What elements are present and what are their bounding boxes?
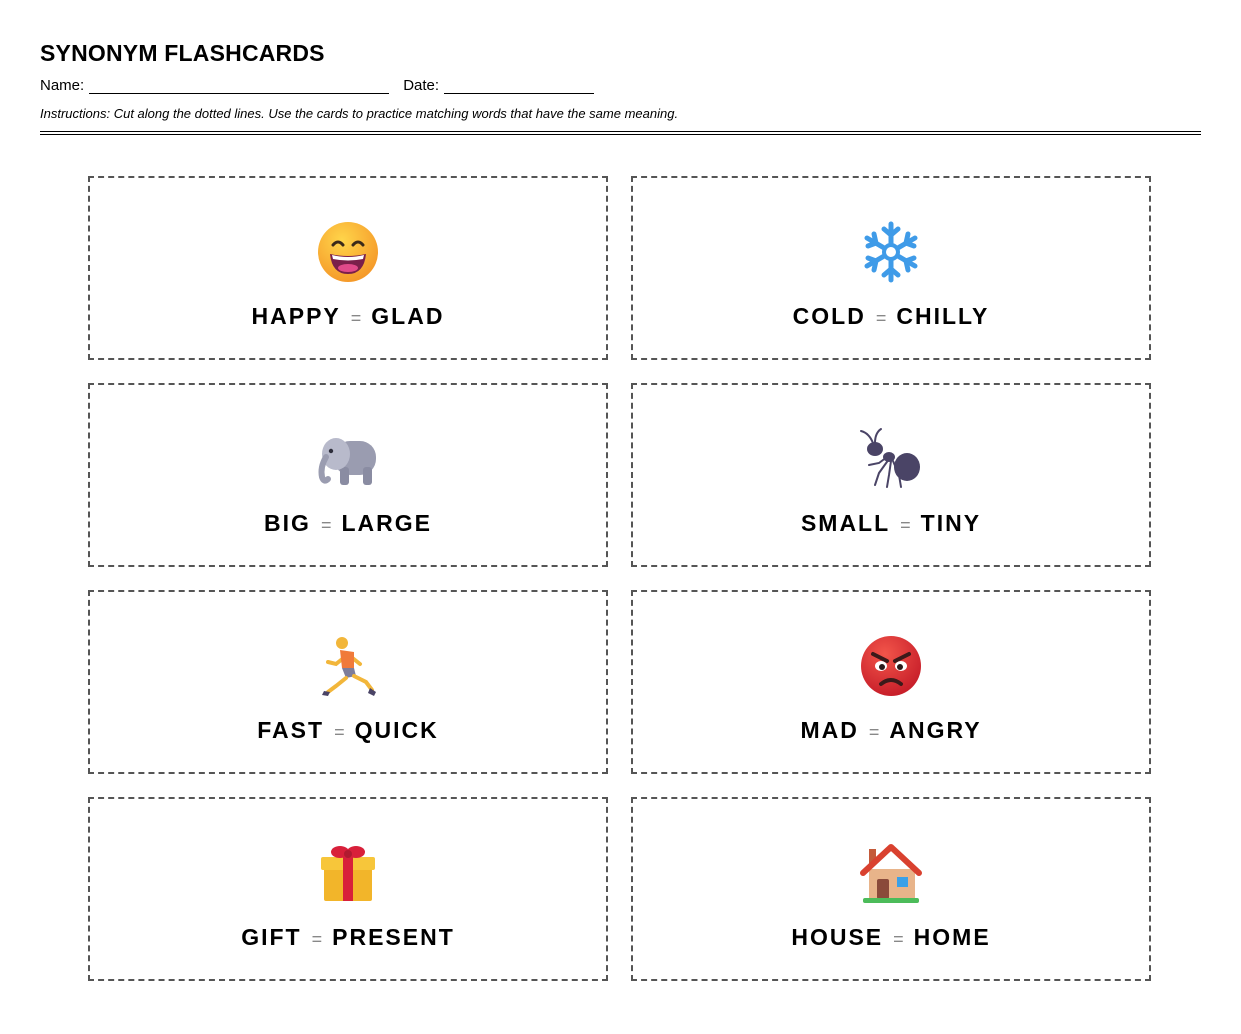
flashcard-house[interactable]: [631, 797, 1151, 981]
instructions-text: Instructions: Cut along the dotted lines. Use the cards to practice matching words that have the same meaning.: [40, 106, 679, 121]
house-icon: [633, 841, 1149, 905]
card-synonym: PRESENT: [332, 924, 455, 950]
angry-face-icon: [633, 634, 1149, 698]
card-word: HAPPY: [251, 303, 341, 329]
date-label: Date:: [403, 77, 440, 94]
card-word: MAD: [800, 717, 859, 743]
equals-sign: =: [334, 722, 345, 742]
name-date-fields: [40, 77, 594, 94]
card-text: [90, 510, 606, 537]
card-synonym: TINY: [920, 510, 982, 536]
page-title: SYNONYM FLASHCARDS: [40, 40, 325, 66]
date-blank-line: [444, 79, 594, 94]
flashcard-mad[interactable]: [631, 590, 1151, 774]
card-synonym: GLAD: [371, 303, 445, 329]
flashcard-cold[interactable]: [631, 176, 1151, 360]
card-word: GIFT: [241, 924, 302, 950]
card-text: [90, 924, 606, 951]
elephant-icon: [90, 427, 606, 491]
flashcard-small[interactable]: [631, 383, 1151, 567]
card-word: COLD: [792, 303, 866, 329]
snowflake-icon: [633, 220, 1149, 284]
equals-sign: =: [311, 929, 323, 949]
equals-sign: =: [893, 929, 904, 949]
header-double-rule: [40, 131, 1201, 135]
card-word: FAST: [257, 717, 325, 743]
card-text: [633, 510, 1149, 537]
equals-sign: =: [868, 722, 880, 742]
equals-sign: =: [900, 515, 911, 535]
flashcard-gift[interactable]: [88, 797, 608, 981]
name-label: Name:: [40, 77, 85, 94]
equals-sign: =: [320, 515, 332, 535]
card-word: SMALL: [800, 510, 891, 536]
card-synonym: HOME: [913, 924, 991, 950]
card-text: [633, 924, 1149, 951]
card-synonym: QUICK: [354, 717, 439, 743]
equals-sign: =: [875, 308, 887, 328]
card-word: BIG: [264, 510, 311, 536]
flashcard-big[interactable]: [88, 383, 608, 567]
ant-icon: [633, 427, 1149, 491]
grinning-face-icon: [90, 220, 606, 284]
card-text: [633, 303, 1149, 330]
card-text: [90, 303, 606, 330]
card-text: [90, 717, 606, 744]
gift-icon: [90, 841, 606, 905]
flashcard-happy[interactable]: [88, 176, 608, 360]
card-synonym: CHILLY: [896, 303, 990, 329]
running-person-icon: [90, 634, 606, 698]
card-synonym: ANGRY: [889, 717, 982, 743]
card-synonym: LARGE: [341, 510, 432, 536]
name-blank-line: [89, 79, 389, 94]
flashcard-fast[interactable]: [88, 590, 608, 774]
equals-sign: =: [350, 308, 362, 328]
card-word: HOUSE: [791, 924, 884, 950]
card-text: [633, 717, 1149, 744]
